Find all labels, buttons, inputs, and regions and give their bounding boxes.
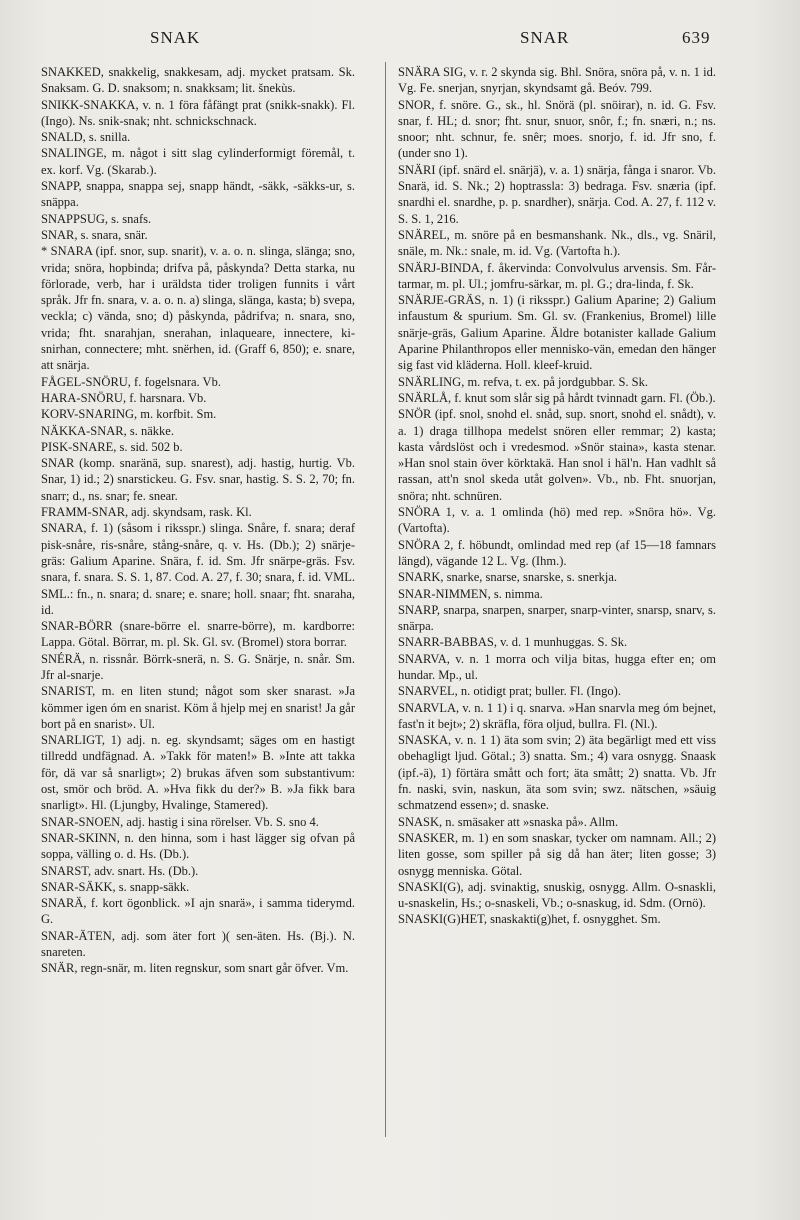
dictionary-entry: SNARVEL, n. otidigt prat; buller. Fl. (Ingo). (398, 684, 621, 699)
dictionary-entry: SNIKK-SNAKKA, v. n. 1 föra fåfängt prat (snikk-snakk). Fl. (Ingo). Ns. snik-snak; nht. schnickschnack. (41, 97, 355, 128)
dictionary-entry: SNAR, s. snara, snär. (41, 227, 148, 242)
dictionary-entry: SNOR, f. snöre. G., sk., hl. Snörä (pl. snöirar), n. id. G. Fsv. snar, f. HL; d. snor; fht. snur, snuor, snôr, f.; fn. snæri, n.; ns. snoor; nht. schnur, fe. snêr; moes. snorjo, f. id. Jfr sno, f. (under sno 1). (398, 97, 716, 161)
dictionary-entry: SNARVLA, v. n. 1 1) i q. snarva. »Han snarvla meg óm bejnet, fast'n it bejt»; 2) skräfla, föra oljud, bullra. Fl. (Nl.). (398, 700, 716, 731)
dictionary-entry: SNÄR, regn-snär, m. liten regnskur, som snart går öfver. Vm. (41, 961, 349, 976)
dictionary-entry: SNÄRJE-GRÄS, n. 1) (i riksspr.) Galium Aparine; 2) Galium infaustum & spurium. Sm. Gl. sv. (Frankenius, Bromel) lille snärje-gräs, Galium Aparine. Äldre botanister kallade Galium Aparine Philanthropos eller mennisko-vän, emedan den hänger sig fast vid kläderna. Holl. kleef-kruid. (398, 293, 716, 373)
dictionary-entry: NÄKKA-SNAR, s. näkke. (41, 423, 174, 438)
dictionary-entry: SNAR-NIMMEN, s. nimma. (398, 586, 543, 601)
dictionary-entry: SNÄRI (ipf. snärd el. snärjä), v. a. 1) snärja, fånga i snaror. Vb. Snarä, id. S. Nk.; 2) hoptrassla: 3) bedraga. Fsv. snæria (ipf. snardhi el. snardhe, p. p. snardher), snärja. Cod. A. 27, f. 112 v. S. S. 1, 216. (398, 162, 716, 226)
dictionary-entry: SNAPP, snappa, snappa sej, snapp händt, -säkk, -säkks-ur, s. snäppa. (41, 179, 355, 210)
dictionary-entry: SNÖRA 1, v. a. 1 omlinda (hö) med rep. »Snöra hö». Vg. (Vartofta). (398, 505, 716, 536)
dictionary-entry: SNÄRJ-BINDA, f. åkervinda: Convolvulus arvensis. Sm. Får-tarmar, m. pl. Ul.; jomfru-särkar, m. pl. G.; dra-linda, f. Sk. (398, 260, 716, 291)
column-divider (385, 62, 386, 1137)
running-header (0, 28, 800, 52)
dictionary-entry: SNASKI(G)HET, snaskakti(g)het, f. osnygghet. Sm. (398, 912, 661, 927)
dictionary-entry: SNÄREL, m. snöre på en besmanshank. Nk., dls., vg. Snäril, snäle, m. Nk.: snale, m. id. Vg. (Vartofta h.). (398, 227, 716, 259)
dictionary-entry: SNASK, n. smäsaker att »snaska på». Allm. (398, 814, 619, 829)
dictionary-entry: HARA-SNÖRU, f. harsnara. Vb. (41, 390, 207, 405)
dictionary-entry: SNARVA, v. n. 1 morra och vilja bitas, hugga efter en; om hundar. Mp., ul. (398, 651, 716, 682)
right-column (398, 64, 716, 928)
dictionary-entry: SNÉRÄ, n. rissnår. Börrk-snerä, n. S. G. Snärje, n. snår. Sm. Jfr al-snarje. (41, 651, 355, 682)
dictionary-entry: KORV-SNARING, m. korfbit. Sm. (41, 407, 217, 422)
dictionary-entry: SNAPPSUG, s. snafs. (41, 211, 152, 226)
left-column (41, 64, 355, 977)
dictionary-entry: SNARP, snarpa, snarpen, snarper, snarp-vinter, snarsp, snarv, s. snärpa. (398, 602, 716, 634)
header-right-word: SNAR (520, 28, 570, 47)
dictionary-entry: SNARÄ, f. kort ögonblick. »I ajn snarä», i samma tiderymd. G. (41, 896, 355, 927)
dictionary-entry: SNASKI(G), adj. svinaktig, snuskig, osnygg. Allm. O-snaskli, u-snaskelin, Hs.; o-snaskeli, Vb.; o-snaskug, id. Sdm. (Ornö). (398, 879, 716, 911)
page-number: 639 (682, 28, 711, 47)
dictionary-entry: SNARST, adv. snart. Hs. (Db.). (41, 863, 199, 878)
dictionary-entry: * SNARA (ipf. snor, sup. snarit), v. a. o. n. slinga, slänga; sno, vrida; snöra, hopbinda; drifva på, påskynda? Detta starka, nu förlorade, verb, har i uräldsta tider troligen funnits i vårt språk. Jfr fn. snara, v. a. o. n. a) slinga, slänga, kasta; b) svepa, veckla; c) vända, sno; d) påskynda, pådrifva; n. snara, sno, vrida; fht. snarahjan, snerahan, inlaqueare, innectere, ki-snirhan, connectere; mht. snërhen, id. (Graff 6, 850); e. snare, att snärja. (41, 244, 355, 373)
dictionary-entry: SNAR-SNOEN, adj. hastig i sina rörelser. Vb. S. sno 4. (41, 814, 319, 829)
dictionary-entry: SNARLIGT, 1) adj. n. eg. skyndsamt; säges om en hastigt tillredd undfägnad. A. »Takk för maten!» B. »Inte att takka för, dä var så snarligt»; 2) brukas äfven som substantivum: ost, smör och bröd. A. »Hva fikk du der?» B. »Ja fikk bara snarligt». Hl. (Ljungby, Hvalinge, Stamered). (41, 733, 355, 813)
dictionary-entry: SNARIST, m. en liten stund; något som sker snarast. »Ja kömmer igen óm en snarist. Köm å hjelp mej en snarist! Ja går bort på en snarist». Ul. (41, 684, 355, 731)
dictionary-entry: SNÄRLÅ, f. knut som slår sig på hårdt tvinnadt garn. Fl. (Öb.). (398, 390, 716, 405)
dictionary-entry: SNÄRA SIG, v. r. 2 skynda sig. Bhl. Snöra, snöra på, v. n. 1 id. Vg. Fe. snerjan, snyrjan, skyndsamt gå. Beóv. 799. (398, 65, 716, 96)
dictionary-entry: SNÄRLING, m. refva, t. ex. på jordgubbar. S. Sk. (398, 374, 648, 389)
dictionary-entry: SNÖR (ipf. snol, snohd el. snåd, sup. snort, snohd el. snådt), v. a. 1) draga tillhopa medelst snören eller remmar; 2) kasta; kasta vårdslöst och i vredesmod. »Snör staina», kasta stenar. »Han snol stain över körktakä. Han snol i häl'n. Han vadhlt så rassan, att'n snol skeda utåt golven». Vb., nb. Fht. snuorjan, snöra; nht. schnüren. (398, 407, 716, 503)
dictionary-entry: SNAR (komp. snaränä, sup. snarest), adj. hastig, hurtig. Vb. Snar, 1) id.; 2) snarstickeu. G. Fsv. snar, hastig. S. S. 2, 70; fn. snarr; d., ns. snar; fe. snear. (41, 456, 355, 503)
dictionary-entry: SNAR-BÖRR (snare-börre el. snarre-börre), m. kardborre: Lappa. Götal. Börrar, m. pl. Sk. Gl. sv. (Bromel) stora borrar. (41, 619, 355, 650)
dictionary-entry: SNAKKED, snakkelig, snakkesam, adj. mycket pratsam. Sk. Snaksam. G. D. snaksom; n. snakksam; lit. šnekùs. (41, 65, 355, 96)
dictionary-entry: SNALD, s. snilla. (41, 130, 131, 145)
dictionary-entry: SNARK, snarke, snarse, snarske, s. snerkja. (398, 570, 618, 585)
dictionary-entry: SNASKER, m. 1) en som snaskar, tycker om namnam. All.; 2) liten gosse, som spiller på sig då han äter; liten gosse; 3) osnygg menniska. Götal. (398, 830, 716, 878)
dictionary-entry: SNARR-BABBAS, v. d. 1 munhuggas. S. Sk. (398, 635, 628, 650)
dictionary-entry: FRAMM-SNAR, adj. skyndsam, rask. Kl. (41, 505, 252, 520)
dictionary-entry: SNAR-ÄTEN, adj. som äter fort )( sen-äten. Hs. (Bj.). N. snareten. (41, 928, 355, 960)
dictionary-entry: SNALINGE, m. något i sitt slag cylinderformigt föremål, t. ex. korf. Vg. (Skarab.). (41, 146, 355, 177)
header-left-word: SNAK (150, 28, 201, 47)
dictionary-entry: PISK-SNARE, s. sid. 502 b. (41, 439, 183, 454)
dictionary-entry: SNARA, f. 1) (såsom i riksspr.) slinga. Snåre, f. snara; deraf pisk-snåre, ris-snåre, stång-snåre, q. v. Hs. (Db.); 2) snärje-gräs: Galium Aparine. Snära, f. id. Sm. Jfr snärpe-gräs. Fsv. snara, f. snara. S. S. 1, 87. Cod. A. 27, f. 30; snara, f. id. VML. SML.: fn., n. snara; d. snare; e. snare; holl. snaar; fht. snaraha, id. (41, 521, 355, 617)
dictionary-entry: SNASKA, v. n. 1 1) äta som svin; 2) äta begärligt med ett viss obehagligt ljud. Götal.; 3) snatta. Sm.; 4) vara osnygg. Snaask (ipf.-ä), 1) förtära smått och fort; äta smått; 2) snatta. Vb. Jfr fn. naski, svin, naskun, äta som svin; swz. nätschen, »säuig schmatzend essen»; d. snaske. (398, 733, 716, 813)
dictionary-entry: FÅGEL-SNÖRU, f. fogelsnara. Vb. (41, 374, 221, 389)
dictionary-entry: SNÖRA 2, f. höbundt, omlindad med rep (af 15—18 famnars längd), vägande 12 L. Vg. (Ihm.). (398, 537, 716, 568)
dictionary-entry: SNAR-SÄKK, s. snapp-säkk. (41, 879, 190, 894)
dictionary-entry: SNAR-SKINN, n. den hinna, som i hast lägger sig ofvan på soppa, välling o. d. Hs. (Db.). (41, 830, 355, 862)
